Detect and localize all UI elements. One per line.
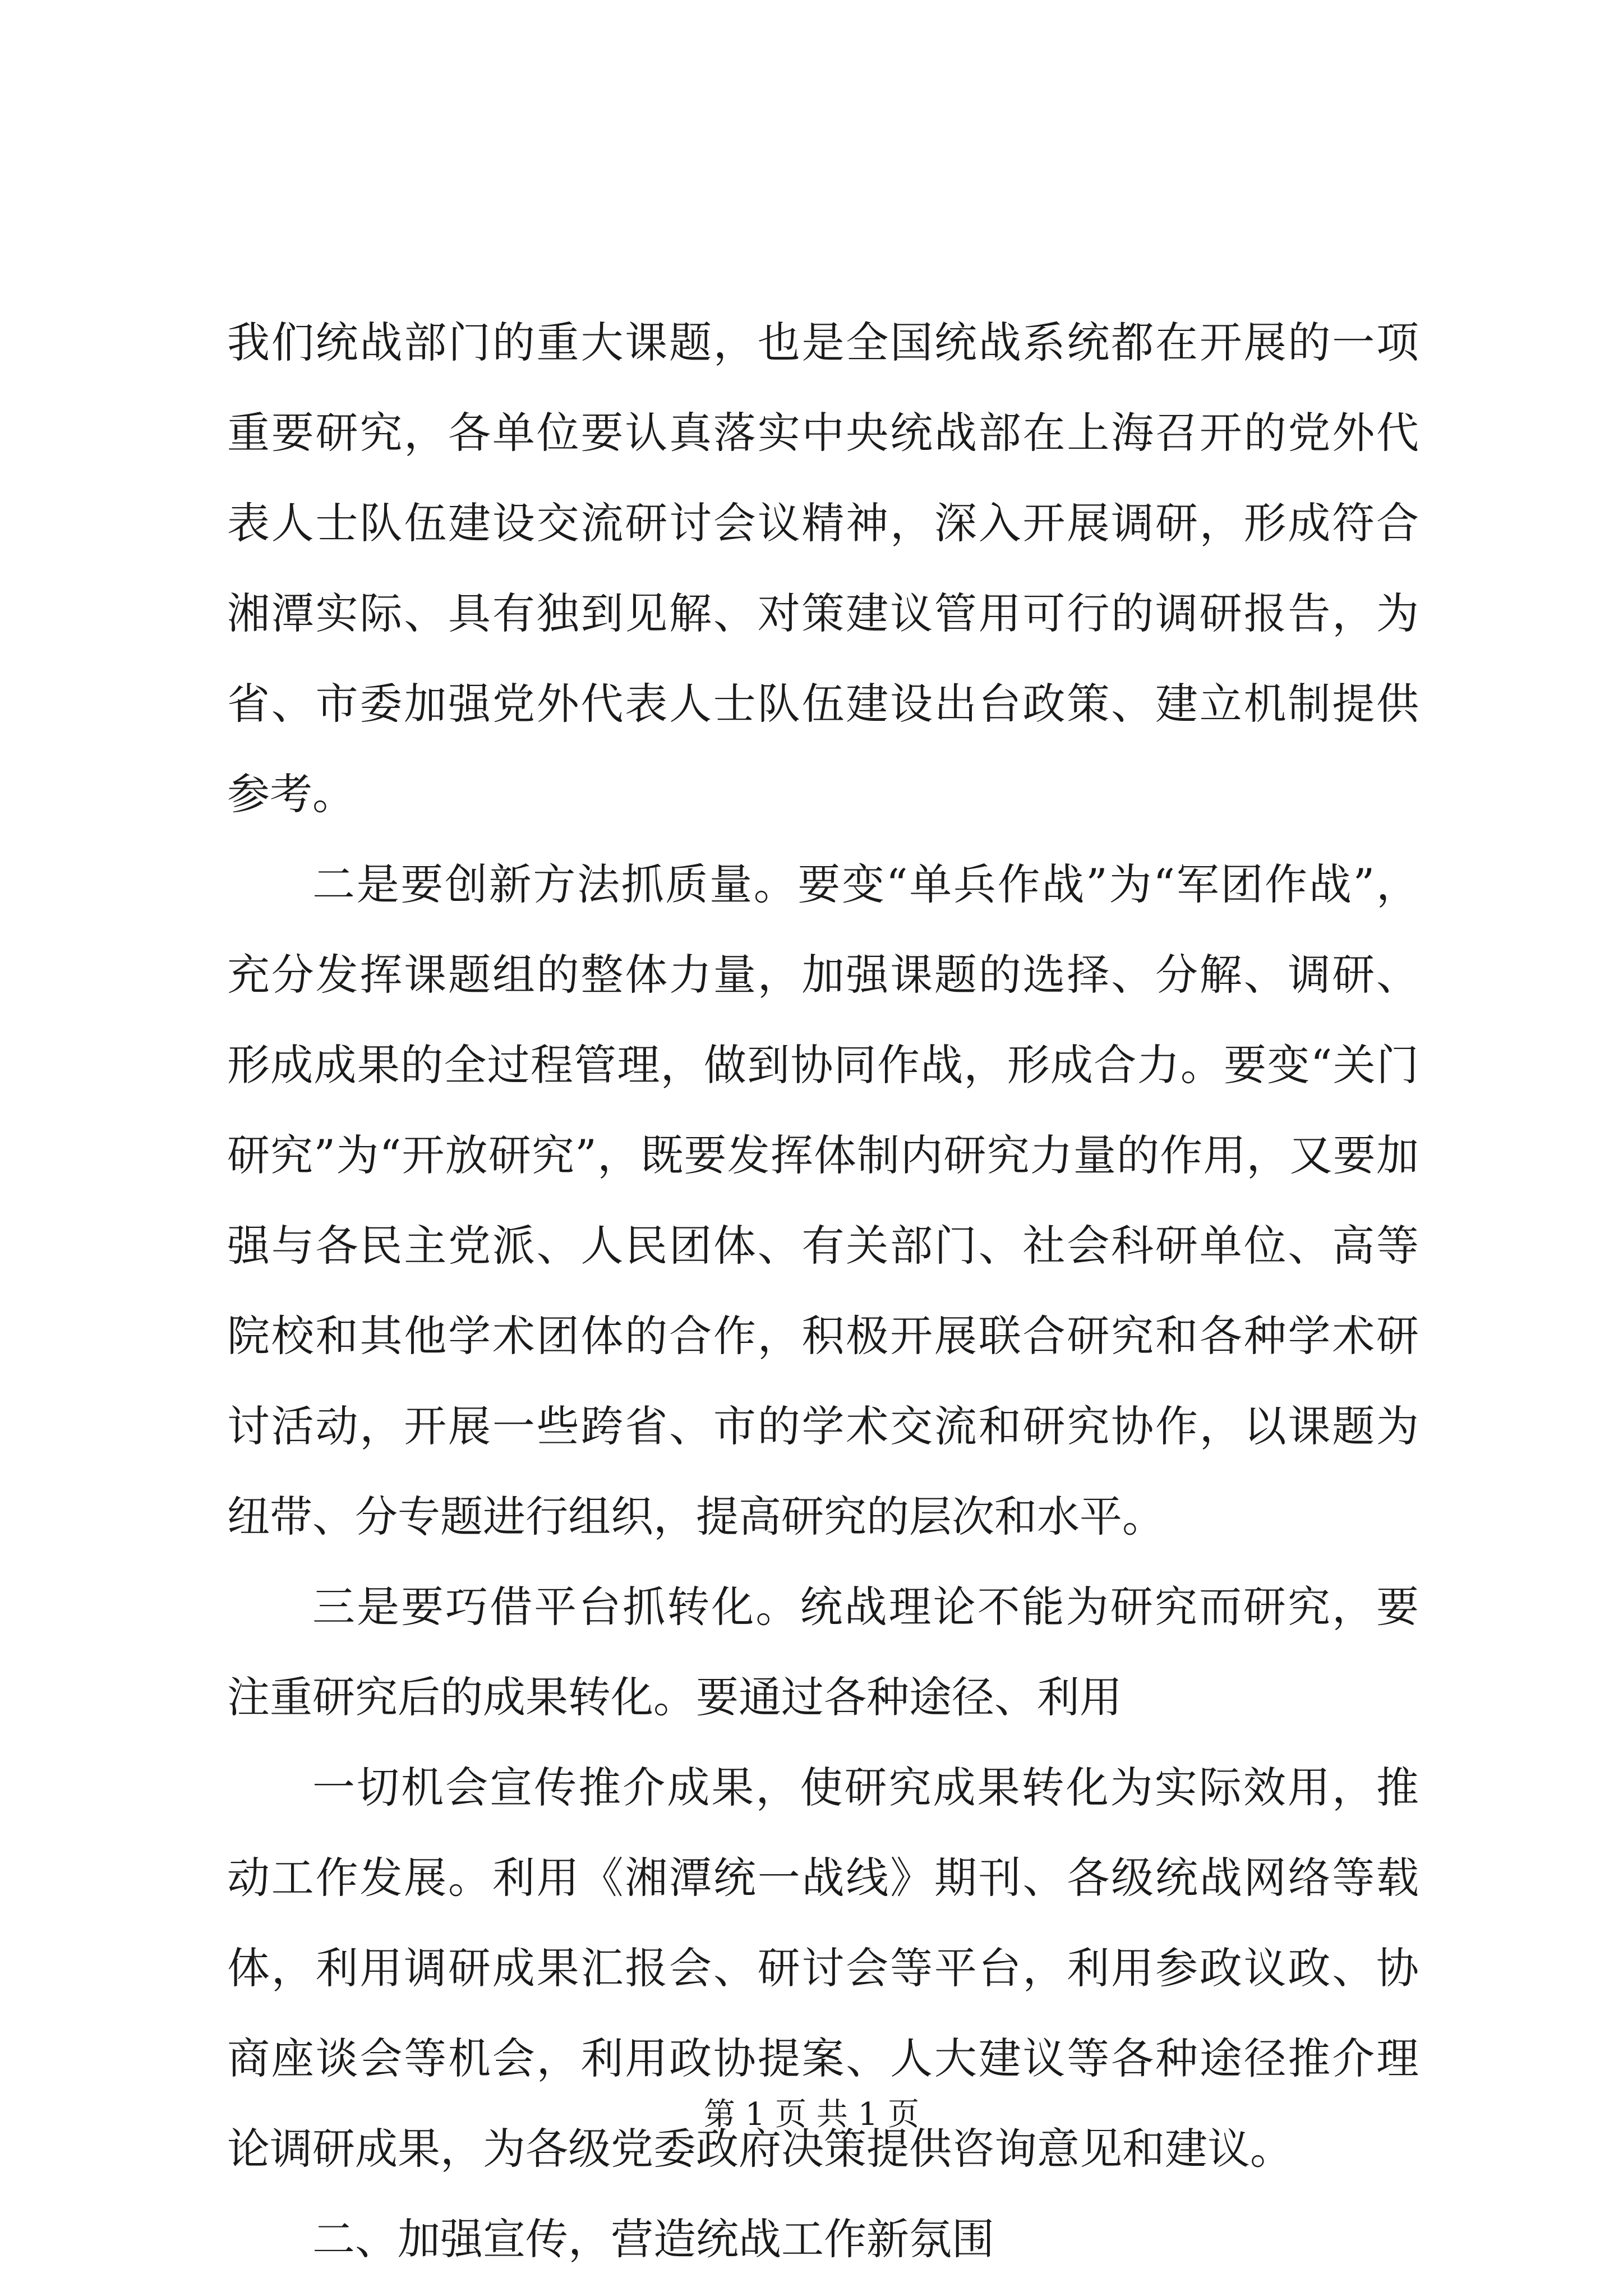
- paragraph-platform-transform: 三是要巧借平台抓转化。统战理论不能为研究而研究，要注重研究后的成果转化。要通过各种途径、利用: [227, 1582, 1419, 1722]
- paragraph-continuation: 我们统战部门的重大课题，也是全国统战系统都在开展的一项重要研究，各单位要认真落实中央统战部在上海召开的党外代表人士队伍建设交流研讨会议精神，深入开展调研，形成符合湘潭实际、具有独到见解、对策建议管用可行的调研报告，为省、市委加强党外代表人士队伍建设出台政策、建立机制提供参考。: [227, 318, 1419, 819]
- paragraph-method-quality: 二是要创新方法抓质量。要变“单兵作战”为“军团作战”，充分发挥课题组的整体力量，加强课题的选择、分解、调研、形成成果的全过程管理，做到协同作战，形成合力。要变“关门研究”为“开放研究”，既要发挥体制内研究力量的作用，又要加强与各民主党派、人民团体、有关部门、社会科研单位、高等院校和其他学术团体的合作，积极开展联合研究和各种学术研讨活动，开展一些跨省、市的学术交流和研究协作，以课题为纽带、分专题进行组织，提高研究的层次和水平。: [227, 859, 1419, 1542]
- paragraph-promote-results: 一切机会宣传推介成果，使研究成果转化为实际效用，推动工作发展。利用《湘潭统一战线》期刊、各级统战网络等载体，利用调研成果汇报会、研讨会等平台，利用参政议政、协商座谈会等机会，利用政协提案、人大建议等各种途径推介理论调研成果，为各级党委政府决策提供咨询意见和建议。: [227, 1763, 1419, 2174]
- page-footer: 第 1 页 共 1 页: [703, 2096, 920, 2133]
- document-body: [227, 297, 1419, 2284]
- section-heading: 二、加强宣传，营造统战工作新氛围: [312, 2214, 994, 2264]
